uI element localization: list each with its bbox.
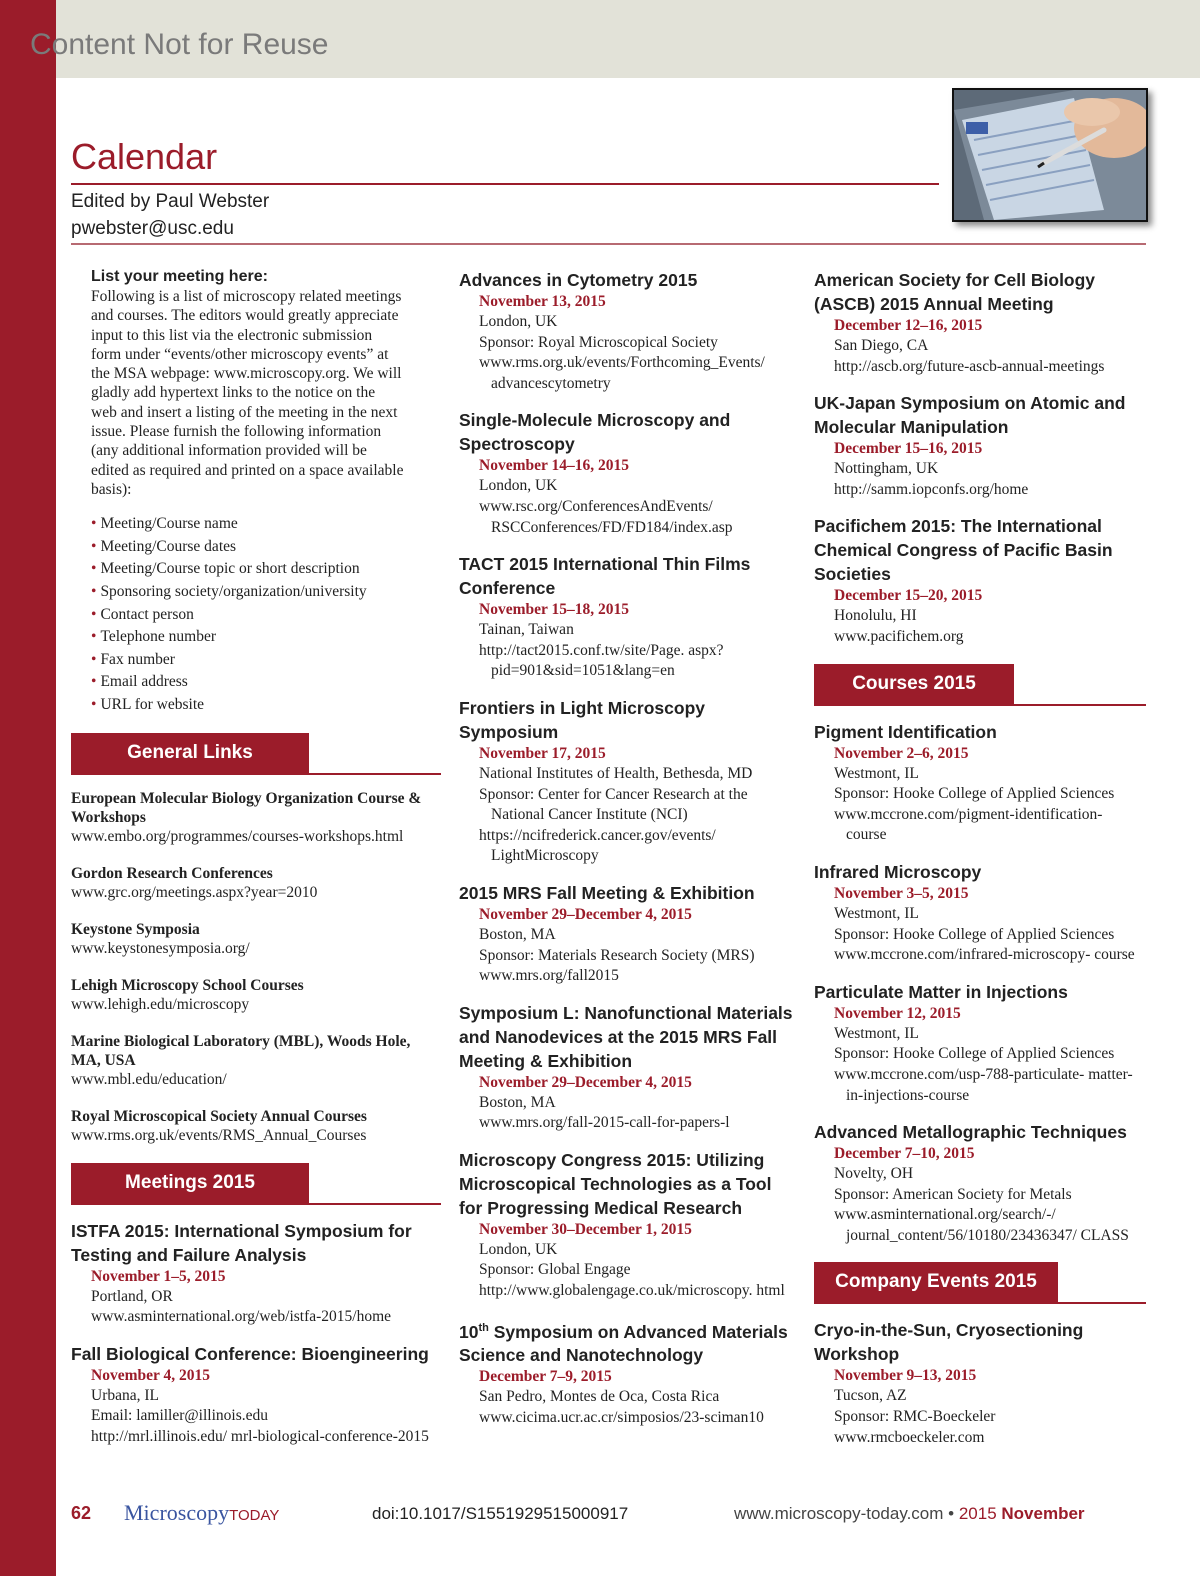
- general-links-list: [71, 789, 441, 1145]
- event-detail: Sponsor: Center for Cancer Research at the National Cancer Institute (NCI): [479, 785, 748, 824]
- event-entry: [814, 391, 1146, 500]
- event-detail: San Pedro, Montes de Oca, Costa Rica: [479, 1388, 720, 1406]
- event-name: American Society for Cell Biology (ASCB) 2015 Annual Meeting: [814, 270, 1096, 314]
- event-date: November 4, 2015: [91, 1366, 210, 1384]
- event-date: November 12, 2015: [834, 1004, 961, 1022]
- event-link[interactable]: www.asminternational.org/web/istfa-2015/home: [91, 1308, 392, 1326]
- footer-website: www.microscopy-today.com • 2015 November: [734, 1504, 1085, 1523]
- intro-line: issue. Please furnish the following information: [91, 423, 382, 441]
- event-name: Infrared Microscopy: [814, 861, 982, 882]
- event-entry: [459, 696, 799, 867]
- intro-line: the MSA webpage: www.microscopy.org. We will: [91, 365, 402, 383]
- event-link[interactable]: www.pacifichem.org: [834, 627, 964, 645]
- event-entry: [71, 1219, 441, 1328]
- event-detail: Sponsor: Hooke College of Applied Sciences: [834, 785, 1115, 803]
- event-link[interactable]: www.mccrone.com/pigment-identification- course: [834, 805, 1103, 844]
- intro-line: (any additional information provided will be: [91, 442, 367, 460]
- event-link[interactable]: Email: lamiller@illinois.edu: [91, 1407, 268, 1425]
- editor-block: [71, 188, 269, 242]
- event-detail: Sponsor: Hooke College of Applied Sciences: [834, 925, 1115, 943]
- event-name: Fall Biological Conference: Bioengineering: [71, 1343, 429, 1364]
- link-url[interactable]: www.mbl.edu/education/: [71, 1070, 227, 1088]
- event-link[interactable]: www.asminternational.org/search/-/ journal_content/56/10180/23436347/ CLASS: [834, 1206, 1129, 1244]
- header-photo: [952, 88, 1148, 222]
- doi: doi:10.1017/S1551929515000917: [372, 1504, 629, 1523]
- event-entry: [71, 1342, 441, 1448]
- event-name: Single-Molecule Microscopy and Spectroscopy: [459, 410, 731, 455]
- general-link-item: [71, 920, 441, 958]
- event-link[interactable]: http://www.globalengage.co.uk/microscopy. html: [479, 1282, 785, 1300]
- intro-text: [91, 287, 441, 499]
- editor-email[interactable]: pwebster@usc.edu: [71, 218, 234, 239]
- event-date: November 13, 2015: [479, 293, 606, 310]
- link-name: Marine Biological Laboratory (MBL), Woods Hole, MA, USA: [71, 1032, 411, 1069]
- website-link[interactable]: www.microscopy-today.com: [734, 1504, 944, 1523]
- event-entry: [459, 1148, 799, 1302]
- event-name: UK-Japan Symposium on Atomic and Molecular Manipulation: [814, 393, 1126, 438]
- event-date: December 15–20, 2015: [834, 587, 983, 605]
- event-name: Cryo-in-the-Sun, Cryosectioning Workshop: [814, 1320, 1084, 1365]
- intro-line: Following is a list of microscopy related meetings: [91, 288, 402, 305]
- event-link[interactable]: www.mccrone.com/usp-788-particulate- matter-in-injections-course: [834, 1065, 1133, 1104]
- column-3: [814, 268, 1146, 1462]
- event-entry: [814, 1318, 1146, 1448]
- link-name: Keystone Symposia: [71, 920, 200, 938]
- event-detail: London, UK: [479, 1240, 558, 1258]
- intro-line: edited as required and printed on a space available: [91, 461, 404, 479]
- intro-line: gladly add hypertext links to the notice on the: [91, 384, 376, 402]
- intro-line: input to this list via the electronic submission: [91, 326, 373, 344]
- event-link[interactable]: https://ncifrederick.cancer.gov/events/ LightMicroscopy: [479, 826, 716, 865]
- bullet-item: • Contact person: [91, 605, 194, 623]
- event-name: ISTFA 2015: International Symposium for Testing and Failure Analysis: [71, 1220, 412, 1265]
- event-detail: Sponsor: Hooke College of Applied Sciences: [834, 1045, 1115, 1063]
- event-detail: London, UK: [479, 313, 558, 330]
- event-entry: [814, 980, 1146, 1106]
- intro-line: form under “events/other microscopy events” at: [91, 345, 389, 363]
- event-detail: Nottingham, UK: [834, 460, 939, 478]
- column-1: [71, 268, 441, 1462]
- event-entry: [459, 408, 799, 538]
- event-detail: Westmont, IL: [834, 764, 919, 782]
- intro-line: and courses. The editors would greatly appreciate: [91, 307, 399, 325]
- left-accent-bar: [0, 0, 56, 1576]
- info-bullet-list: [91, 513, 441, 716]
- bullet-item: • Sponsoring society/organization/university: [91, 583, 367, 601]
- event-detail: San Diego, CA: [834, 337, 929, 354]
- bullet-item: • Meeting/Course dates: [91, 537, 237, 555]
- link-name: Lehigh Microscopy School Courses: [71, 976, 304, 994]
- general-link-item: [71, 1107, 441, 1145]
- event-entry: [814, 1120, 1146, 1246]
- section-title: Courses 2015: [814, 664, 1014, 704]
- event-link[interactable]: http://ascb.org/future-ascb-annual-meetings: [834, 357, 1105, 375]
- event-entry: [814, 268, 1146, 377]
- event-entry: [814, 860, 1146, 966]
- event-name: Pigment Identification: [814, 721, 997, 742]
- event-entry: [459, 1316, 799, 1429]
- intro-line: basis):: [91, 480, 132, 498]
- header-rule: [71, 243, 1146, 245]
- event-date: December 7–10, 2015: [834, 1145, 975, 1163]
- general-links-header: [71, 733, 441, 775]
- event-name: Advances in Cytometry 2015: [459, 270, 698, 290]
- column-2: [459, 268, 799, 1443]
- general-link-item: [71, 976, 441, 1014]
- event-link[interactable]: www.mrs.org/fall2015: [479, 967, 619, 985]
- magazine-logo: MicroscopyTODAY: [124, 1500, 280, 1525]
- event-date: December 7–9, 2015: [479, 1368, 612, 1386]
- event-date: November 9–13, 2015: [834, 1367, 977, 1385]
- link-url[interactable]: www.embo.org/programmes/courses-workshops.html: [71, 827, 404, 845]
- event-name: [459, 1316, 799, 1368]
- watermark: Content Not for Reuse: [30, 28, 329, 61]
- event-date: December 15–16, 2015: [834, 440, 983, 458]
- event-name: Microscopy Congress 2015: Utilizing Microscopical Technologies as a Tool for Progressing Medical Research: [459, 1149, 772, 1218]
- event-entry: [814, 514, 1146, 647]
- courses-header: [814, 664, 1146, 706]
- bullet-item: • Meeting/Course name: [91, 515, 238, 533]
- bullet-item: • Fax number: [91, 650, 175, 668]
- event-detail: London, UK: [479, 477, 558, 495]
- event-detail: Westmont, IL: [834, 1024, 919, 1042]
- meetings-list-col2: [459, 268, 799, 1429]
- event-detail: Portland, OR: [91, 1287, 173, 1305]
- event-date: November 29–December 4, 2015: [479, 1073, 692, 1091]
- meetings-list-col1: [71, 1219, 441, 1448]
- event-entry: [459, 268, 799, 394]
- event-detail: Sponsor: Global Engage: [479, 1261, 631, 1279]
- event-date: November 14–16, 2015: [479, 457, 629, 475]
- event-detail: Boston, MA: [479, 1093, 556, 1111]
- event-link[interactable]: http://tact2015.conf.tw/site/Page. aspx?pid=901&sid=1051&lang=en: [479, 641, 724, 680]
- event-name: Particulate Matter in Injections: [814, 981, 1068, 1002]
- event-detail: National Institutes of Health, Bethesda, MD: [479, 764, 753, 782]
- link-url[interactable]: www.rms.org.uk/events/RMS_Annual_Courses: [71, 1126, 367, 1144]
- event-name: TACT 2015 International Thin Films Conference: [459, 554, 751, 599]
- event-entry: [814, 720, 1146, 846]
- event-name: Pacifichem 2015: The International Chemical Congress of Pacific Basin Societies: [814, 516, 1113, 585]
- section-title: General Links: [71, 733, 309, 773]
- page-number: 62: [71, 1503, 92, 1523]
- page-footer: [0, 1500, 1200, 1530]
- meetings-header: [71, 1163, 441, 1205]
- company-events-list: [814, 1318, 1146, 1448]
- bullet-item: • URL for website: [91, 696, 205, 714]
- event-name: Symposium L: Nanofunctional Materials and Nanodevices at the 2015 MRS Fall Meeting & Exhibition: [459, 1002, 793, 1071]
- link-url[interactable]: www.grc.org/meetings.aspx?year=2010: [71, 883, 318, 901]
- event-link[interactable]: www.mrs.org/fall-2015-call-for-papers-l: [479, 1114, 730, 1132]
- edited-by: Edited by Paul Webster: [71, 191, 270, 212]
- event-date: December 12–16, 2015: [834, 317, 983, 334]
- company-events-header: [814, 1262, 1146, 1304]
- page-title: Calendar: [71, 136, 218, 177]
- event-entry: [459, 1001, 799, 1134]
- event-name: Advanced Metallographic Techniques: [814, 1122, 1127, 1143]
- event-date: November 30–December 1, 2015: [479, 1220, 692, 1238]
- event-detail: Sponsor: Materials Research Society (MRS): [479, 946, 755, 964]
- event-link[interactable]: www.rmcboeckeler.com: [834, 1428, 985, 1446]
- event-link[interactable]: http://mrl.illinois.edu/ mrl-biological-conference-2015: [91, 1427, 429, 1445]
- event-link[interactable]: www.rsc.org/ConferencesAndEvents/ RSCConferences/FD/FD184/index.asp: [479, 497, 733, 536]
- event-date: November 17, 2015: [479, 744, 606, 762]
- event-detail: Westmont, IL: [834, 904, 919, 922]
- event-detail: Sponsor: Royal Microscopical Society: [479, 333, 718, 351]
- bullet-item: • Email address: [91, 673, 188, 691]
- event-name-superscript: th: [478, 1321, 489, 1334]
- event-date: November 1–5, 2015: [91, 1267, 226, 1285]
- event-date: November 15–18, 2015: [479, 601, 629, 619]
- section-title: Company Events 2015: [814, 1262, 1058, 1302]
- event-name-rest: Symposium on Advanced Materials Science and Nanotechnology: [459, 1321, 788, 1366]
- general-link-item: [71, 1032, 441, 1089]
- intro-line: web and insert a listing of the meeting in the next: [91, 403, 398, 421]
- event-date: November 3–5, 2015: [834, 884, 969, 902]
- event-detail: Tainan, Taiwan: [479, 621, 574, 639]
- event-link[interactable]: www.mccrone.com/infrared-microscopy- course: [834, 946, 1135, 964]
- link-name: Gordon Research Conferences: [71, 864, 273, 882]
- event-link[interactable]: www.rms.org.uk/events/Forthcoming_Events/ advancescytometry: [479, 354, 765, 392]
- link-url[interactable]: www.lehigh.edu/microscopy: [71, 995, 250, 1013]
- event-entry: [459, 552, 799, 682]
- event-detail: Boston, MA: [479, 925, 556, 943]
- intro-heading: List your meeting here:: [91, 268, 268, 285]
- event-detail: Sponsor: American Society for Metals: [834, 1185, 1072, 1203]
- link-name: European Molecular Biology Organization Course & Workshops: [71, 789, 422, 826]
- pda-stylus-illustration: [954, 90, 1146, 220]
- event-link[interactable]: http://samm.iopconfs.org/home: [834, 480, 1029, 498]
- general-link-item: [71, 789, 441, 846]
- meetings-list-col3: [814, 268, 1146, 648]
- link-url[interactable]: www.keystonesymposia.org/: [71, 939, 250, 957]
- event-link[interactable]: www.cicima.ucr.ac.cr/simposios/23-sciman10: [479, 1409, 764, 1427]
- bullet-item: • Meeting/Course topic or short description: [91, 560, 360, 578]
- event-date: November 29–December 4, 2015: [479, 905, 692, 923]
- event-name: 2015 MRS Fall Meeting & Exhibition: [459, 882, 755, 903]
- title-rule: [71, 183, 939, 185]
- event-date: November 2–6, 2015: [834, 744, 969, 762]
- general-link-item: [71, 864, 441, 902]
- event-entry: [459, 881, 799, 987]
- event-detail: Tucson, AZ: [834, 1387, 907, 1405]
- event-detail: Urbana, IL: [91, 1386, 159, 1404]
- courses-list: [814, 720, 1146, 1247]
- event-detail: Honolulu, HI: [834, 607, 917, 625]
- bullet-item: • Telephone number: [91, 628, 216, 646]
- event-detail: Sponsor: RMC-Boeckeler: [834, 1408, 996, 1426]
- section-title: Meetings 2015: [71, 1163, 309, 1203]
- event-name-number: 10: [459, 1321, 479, 1342]
- event-detail: Novelty, OH: [834, 1165, 914, 1183]
- event-name: Frontiers in Light Microscopy Symposium: [459, 697, 705, 742]
- link-name: Royal Microscopical Society Annual Courses: [71, 1107, 367, 1125]
